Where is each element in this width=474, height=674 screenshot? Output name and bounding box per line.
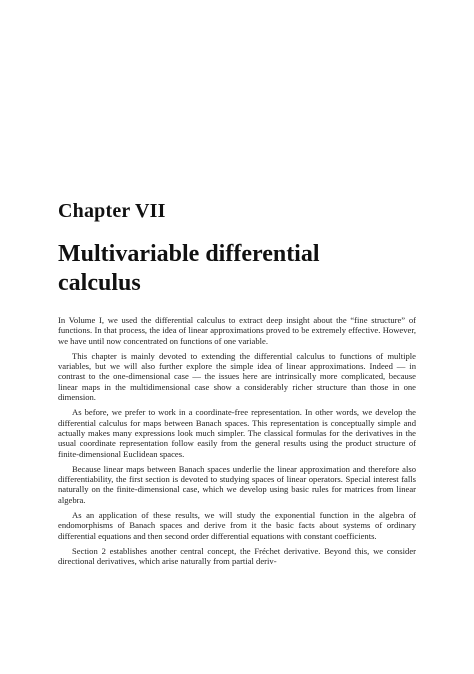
paragraph-6: Section 2 establishes another central concept, the Fréchet derivative. Beyond this, we consider directional derivatives, which arise naturally from partial deriv- xyxy=(58,545,416,567)
chapter-title: Multivariable differential calculus xyxy=(58,241,320,296)
paragraph-3: As before, we prefer to work in a coordinate-free representation. In other words, we develop the differential calculus for maps between Banach spaces. This representation is conceptually simple and actually makes many expressions look much simpler. The classical formulas for the derivatives in the usual coordinate representation follow easily from the general results using the product structure of finite-dimensional Euclidean spaces. xyxy=(58,407,416,459)
paragraph-1: In Volume I, we used the differential calculus to extract deep insight about the “fine structure” of functions. In that process, the idea of linear approximations proved to be extremely effective. However, we have until now concentrated on functions of one variable. xyxy=(58,315,416,346)
chapter-label: Chapter VII xyxy=(58,200,166,222)
paragraph-5: As an application of these results, we will study the exponential function in the algebra of endomorphisms of Banach spaces and derive from it the basic facts about systems of ordinary differential equations and then second order differential equations with constant coefficients. xyxy=(58,510,416,541)
paragraph-4: Because linear maps between Banach spaces underlie the linear approximation and therefore also differentiability, the first section is devoted to studying spaces of linear operators. Special interest falls naturally on the finite-dimensional case, which we develop using basic rules for matrices from linear algebra. xyxy=(58,463,416,505)
chapter-introduction xyxy=(58,315,416,572)
paragraph-2: This chapter is mainly devoted to extending the differential calculus to functions of multiple variables, but we will also further explore the simple idea of linear approximations. Indeed — in contrast to the one-dimensional case — the issues here are intrinsically more complicated, because linear maps in the multidimensional case show a considerably richer structure than those in one dimension. xyxy=(58,350,416,403)
